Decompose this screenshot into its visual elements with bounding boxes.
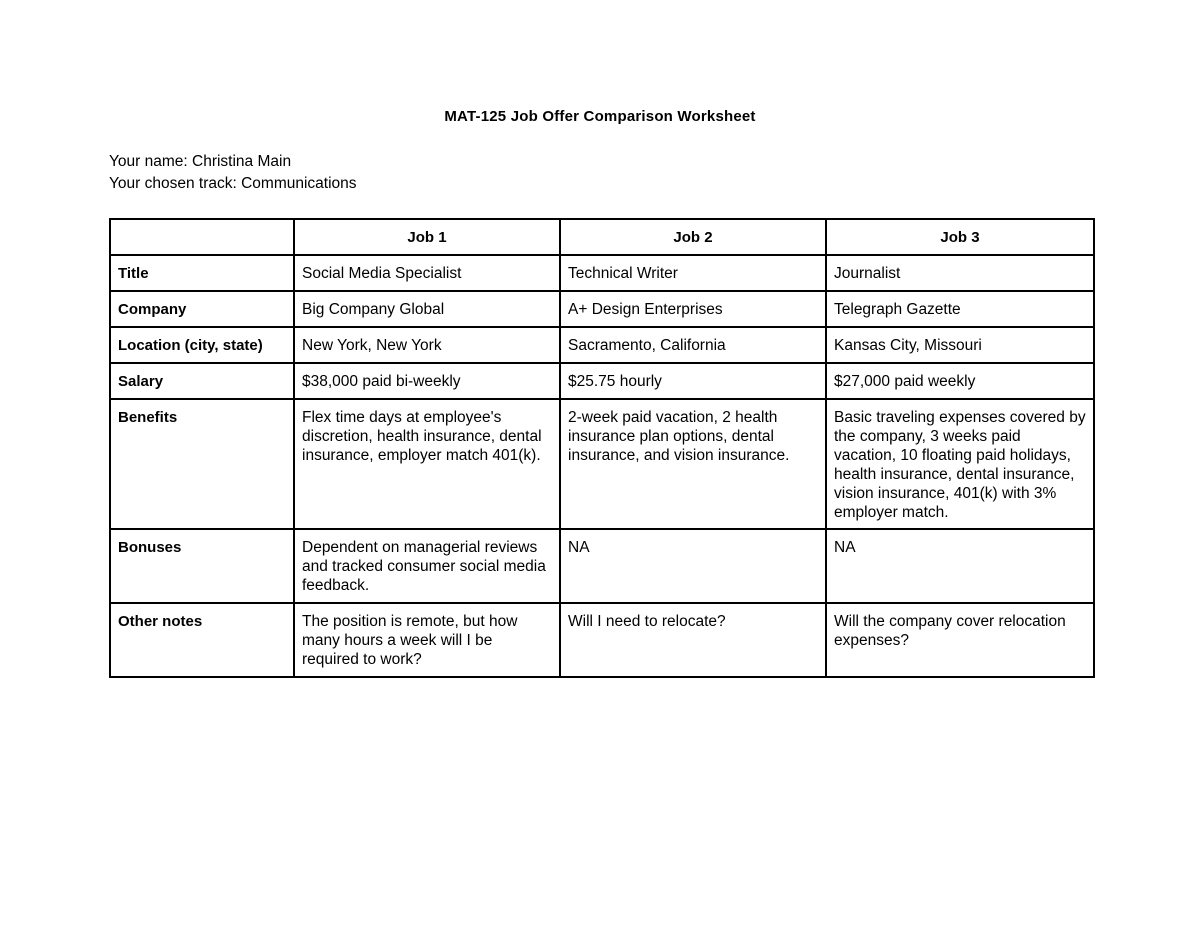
row-label-title: Title [110, 255, 294, 291]
cell-salary-job-3: $27,000 paid weekly [826, 363, 1094, 399]
table-row-other-notes [110, 603, 1094, 677]
row-label-company: Company [110, 291, 294, 327]
row-label-salary: Salary [110, 363, 294, 399]
chosen-track-line [109, 175, 357, 193]
column-header-job-2: Job 2 [560, 219, 826, 255]
cell-title-job-1: Social Media Specialist [294, 255, 560, 291]
table-row-location [110, 327, 1094, 363]
table-row-company [110, 291, 1094, 327]
cell-benefits-job-3: Basic traveling expenses covered by the company, 3 weeks paid vacation, 10 floating paid holidays, health insurance, dental insurance, vision insurance, 401(k) with 3% employer match. [826, 399, 1094, 529]
row-label-location: Location (city, state) [110, 327, 294, 363]
cell-notes-job-1: The position is remote, but how many hours a week will I be required to work? [294, 603, 560, 677]
row-label-other-notes: Other notes [110, 603, 294, 677]
cell-salary-job-1: $38,000 paid bi-weekly [294, 363, 560, 399]
table-row-benefits [110, 399, 1094, 529]
cell-benefits-job-2: 2-week paid vacation, 2 health insurance plan options, dental insurance, and vision insurance. [560, 399, 826, 529]
chosen-track-text: Your chosen track: Communications [109, 175, 357, 192]
cell-bonuses-job-2: NA [560, 529, 826, 603]
cell-company-job-3: Telegraph Gazette [826, 291, 1094, 327]
cell-location-job-2: Sacramento, California [560, 327, 826, 363]
cell-bonuses-job-3: NA [826, 529, 1094, 603]
table-row-bonuses [110, 529, 1094, 603]
cell-salary-job-2: $25.75 hourly [560, 363, 826, 399]
table-row-title [110, 255, 1094, 291]
cell-company-job-1: Big Company Global [294, 291, 560, 327]
column-header-job-1: Job 1 [294, 219, 560, 255]
cell-benefits-job-1: Flex time days at employee's discretion, health insurance, dental insurance, employer match 401(k). [294, 399, 560, 529]
cell-company-job-2: A+ Design Enterprises [560, 291, 826, 327]
cell-title-job-3: Journalist [826, 255, 1094, 291]
page-title: MAT-125 Job Offer Comparison Worksheet [444, 108, 756, 125]
student-name-text: Your name: Christina Main [109, 153, 292, 170]
cell-bonuses-job-1: Dependent on managerial reviews and tracked consumer social media feedback. [294, 529, 560, 603]
column-header-job-3: Job 3 [826, 219, 1094, 255]
student-name-line [109, 153, 291, 171]
cell-location-job-1: New York, New York [294, 327, 560, 363]
table-header-row [110, 219, 1094, 255]
cell-location-job-3: Kansas City, Missouri [826, 327, 1094, 363]
table-row-salary [110, 363, 1094, 399]
job-comparison-table [109, 218, 1095, 678]
cell-notes-job-2: Will I need to relocate? [560, 603, 826, 677]
cell-notes-job-3: Will the company cover relocation expenses? [826, 603, 1094, 677]
cell-title-job-2: Technical Writer [560, 255, 826, 291]
row-label-benefits: Benefits [110, 399, 294, 529]
corner-cell [110, 219, 294, 255]
row-label-bonuses: Bonuses [110, 529, 294, 603]
